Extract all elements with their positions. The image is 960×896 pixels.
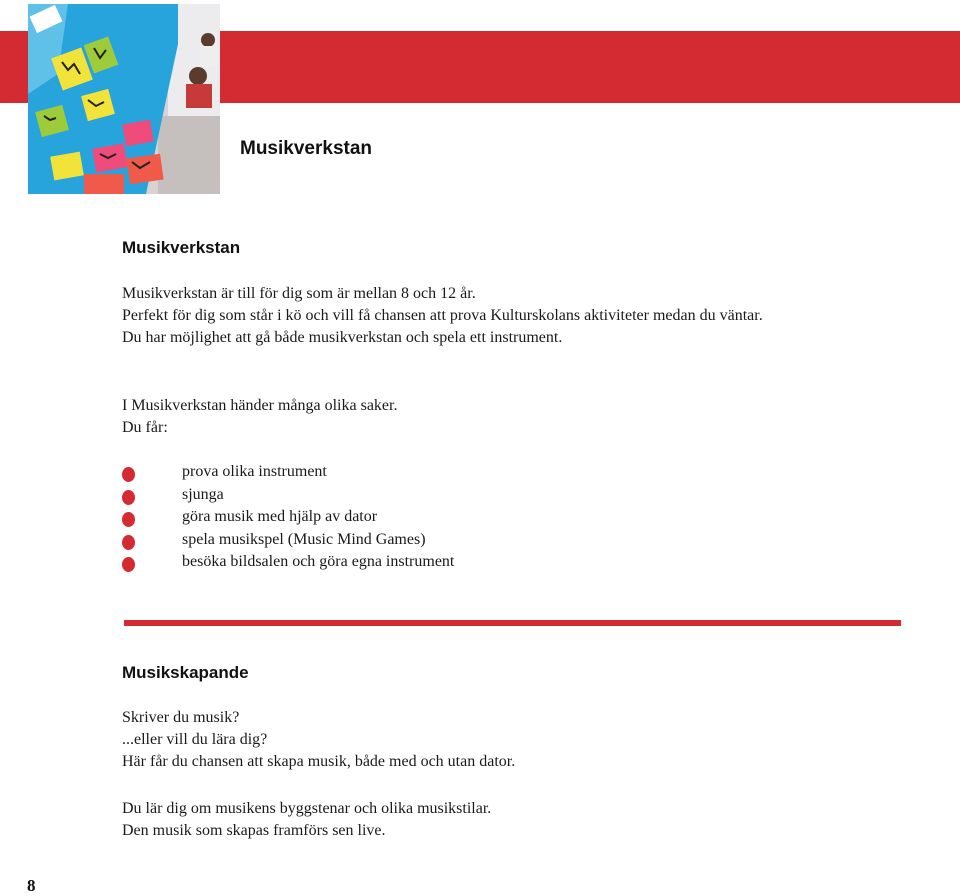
- lead-line: Du får:: [122, 419, 168, 436]
- red-dot-bullet-icon: [122, 467, 135, 482]
- musikskapande-paragraph-1: [122, 707, 515, 773]
- section-heading-musikskapande: Musikskapande: [122, 663, 249, 682]
- photo-title: Musikverkstan: [240, 138, 373, 159]
- section-heading-musikverkstan: Musikverkstan: [122, 238, 241, 257]
- intro-line: Perfekt för dig som står i kö och vill få chansen att prova Kulturskolans aktiviteter medan du väntar.: [122, 307, 763, 324]
- page-number: 8: [27, 876, 36, 895]
- intro-line: Du har möjlighet att gå både musikverkstan och spela ett instrument.: [122, 329, 563, 346]
- list-item-text: sjunga: [182, 485, 224, 503]
- paragraph-line: Den musik som skapas framförs sen live.: [122, 822, 386, 839]
- paragraph-line: Skriver du musik?: [122, 709, 240, 726]
- lead-paragraph: [122, 395, 397, 439]
- red-dot-bullet-icon: [122, 490, 135, 505]
- red-dot-bullet-icon: [122, 512, 135, 527]
- lead-line: I Musikverkstan händer många olika saker.: [122, 397, 398, 414]
- paragraph-line: ...eller vill du lära dig?: [122, 731, 268, 748]
- list-item-text: göra musik med hjälp av dator: [182, 508, 378, 525]
- section-divider: [124, 620, 901, 626]
- list-item-text: besöka bildsalen och göra egna instrument: [182, 553, 455, 570]
- paragraph-line: Du lär dig om musikens byggstenar och olika musikstilar.: [122, 800, 492, 817]
- music-workshop-photo: [28, 4, 220, 194]
- intro-paragraph: [122, 283, 763, 349]
- list-item-text: spela musikspel (Music Mind Games): [182, 530, 426, 548]
- red-dot-bullet-icon: [122, 535, 135, 550]
- paragraph-line: Här får du chansen att skapa musik, både med och utan dator.: [122, 753, 516, 770]
- red-dot-bullet-icon: [122, 557, 135, 572]
- intro-line: Musikverkstan är till för dig som är mellan 8 och 12 år.: [122, 285, 476, 302]
- list-item-text: prova olika instrument: [182, 463, 327, 480]
- musikskapande-paragraph-2: [122, 798, 491, 842]
